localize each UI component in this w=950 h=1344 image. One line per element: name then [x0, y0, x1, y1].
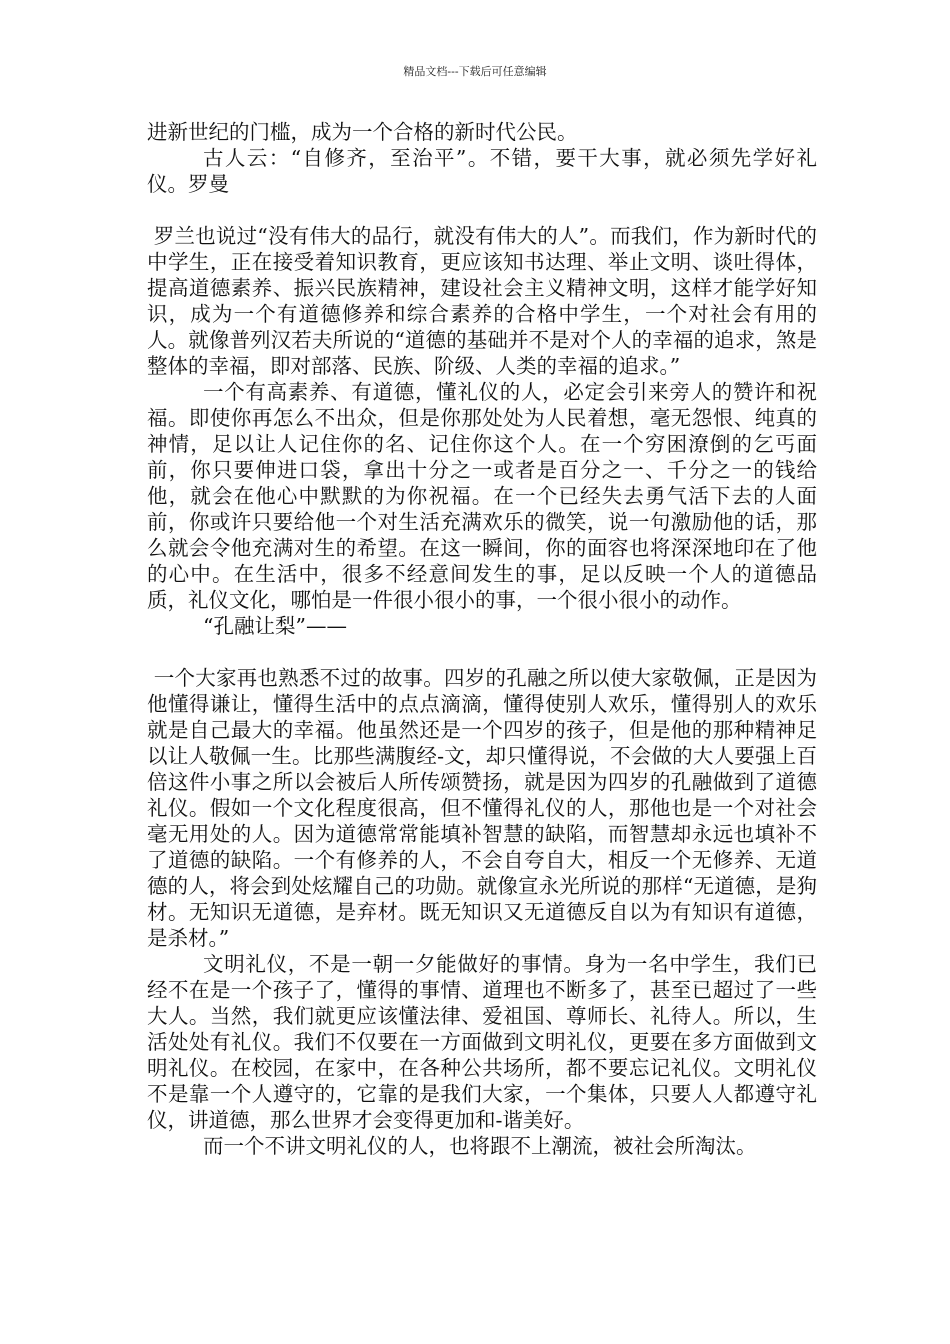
paragraph-gap [147, 197, 817, 223]
document-body [147, 119, 817, 1159]
paragraph-2: 古人云：“自修齐，至治平”。不错，要干大事，就必须先学好礼仪。罗曼 [147, 146, 817, 196]
paragraph-gap [147, 639, 817, 665]
page-header: 精品文档---下载后可任意编辑 [403, 65, 547, 78]
paragraph-6: 一个大家再也熟悉不过的故事。四岁的孔融之所以使大家敬佩，正是因为他懂得谦让，懂得生活中的点点滴滴，懂得使别人欢乐，懂得别人的欢乐就是自己最大的幸福。他虽然还是一个四岁的孩子，但是他的那种精神足以让人敬佩一生。比那些满腹经-文，却只懂得说，不会做的大人要强上百倍这件小事之所以会被后人所传颂赞扬，就是因为四岁的孔融做到了道德礼仪。假如一个文化程度很高，但不懂得礼仪的人，那他也是一个对社会毫无用处的人。因为道德常常能填补智慧的缺陷，而智慧却永远也填补不了道德的缺陷。一个有修养的人，不会自夸自大，相反一个无修养、无道德的人，将会到处炫耀自己的功勋。就像宣永光所说的那样“无道德，是狗材。无知识无道德，是弃材。既无知识又无道德反自以为有知识有道德，是杀材。” [147, 666, 817, 950]
paragraph-8: 而一个不讲文明礼仪的人，也将跟不上潮流，被社会所淘汰。 [203, 1134, 757, 1158]
paragraph-3: 罗兰也说过“没有伟大的品行，就没有伟大的人”。而我们，作为新时代的中学生，正在接受着知识教育，更应该知书达理、举止文明、谈吐得体，提高道德素养、振兴民族精神，建设社会主义精神文明，这样才能学好知识，成为一个有道德修养和综合素养的合格中学生，一个对社会有用的人。就像普列汉若夫所说的“道德的基础并不是对个人的幸福的追求，煞是整体的幸福，即对部落、民族、阶级、人类的幸福的追求。” [147, 224, 817, 378]
paragraph-1: 进新世纪的门槛，成为一个合格的新时代公民。 [147, 120, 578, 144]
paragraph-4: 一个有高素养、有道德，懂礼仪的人，必定会引来旁人的赞许和祝福。即使你再怎么不出众，但是你那处处为人民着想，毫无怨恨、纯真的神情，足以让人记住你的名、记住你这个人。在一个穷困潦倒的乞丐面前，你只要伸进口袋，拿出十分之一或者是百分之一、千分之一的钱给他，就会在他心中默默的为你祝福。在一个已经失去勇气活下去的人面前，你或许只要给他一个对生活充满欢乐的微笑，说一句激励他的话，那么就会令他充满对生的希望。在这一瞬间，你的面容也将深深地印在了他的心中。在生活中，很多不经意间发生的事，足以反映一个人的道德品质，礼仪文化，哪怕是一件很小很小的事，一个很小很小的动作。 [147, 380, 817, 612]
paragraph-7: 文明礼仪，不是一朝一夕能做好的事情。身为一名中学生，我们已经不在是一个孩子了，懂得的事情、道理也不断多了，甚至已超过了一些大人。当然，我们就更应该懂法律、爱祖国、尊师长、礼待人。所以，生活处处有礼仪。我们不仅要在一方面做到文明礼仪，更要在多方面做到文明礼仪。在校园，在家中，在各种公共场所，都不要忘记礼仪。文明礼仪不是靠一个人遵守的，它靠的是我们大家，一个集体，只要人人都遵守礼仪，讲道德，那么世界才会变得更加和-谐美好。 [147, 952, 817, 1132]
paragraph-5: “孔融让梨”—— [203, 614, 347, 638]
